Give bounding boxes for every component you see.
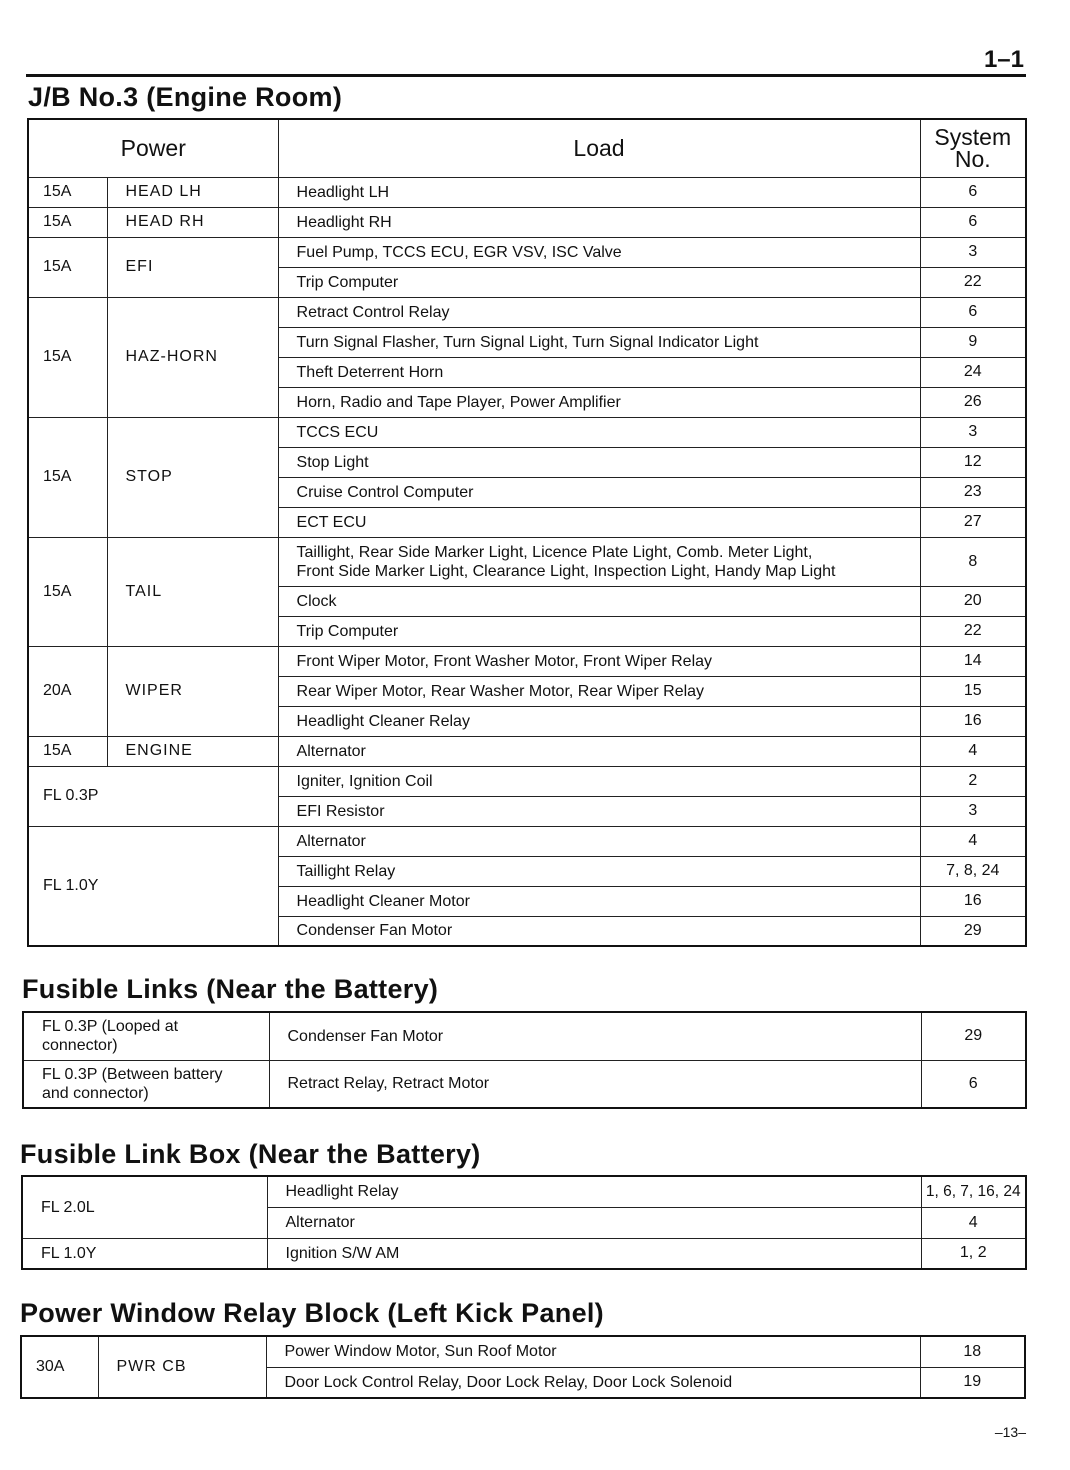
- system-cell: 20: [920, 586, 1026, 616]
- system-cell: 3: [920, 237, 1026, 267]
- system-cell: 7, 8, 24: [920, 856, 1026, 886]
- load-cell: Rear Wiper Motor, Rear Washer Motor, Rear Wiper Relay: [278, 676, 920, 706]
- load-cell: Headlight LH: [278, 177, 920, 207]
- system-cell: 22: [920, 616, 1026, 646]
- circuit-cell: WIPER: [107, 646, 278, 736]
- load-cell: Headlight Cleaner Relay: [278, 706, 920, 736]
- power-cell: FL 1.0Y: [22, 1238, 267, 1269]
- table-row: [22, 1238, 1026, 1269]
- header-rule: [26, 74, 1026, 77]
- circuit-cell: TAIL: [107, 537, 278, 646]
- power-cell: [23, 1060, 269, 1108]
- system-cell: 29: [921, 1012, 1026, 1060]
- load-cell: TCCS ECU: [278, 417, 920, 447]
- system-cell: 1, 6, 7, 16, 24: [921, 1176, 1026, 1207]
- table-row: [23, 1012, 1026, 1060]
- table-row: [28, 207, 1026, 237]
- table-row: [28, 417, 1026, 447]
- load-cell: Ignition S/W AM: [267, 1238, 921, 1269]
- table-row: [21, 1336, 1025, 1367]
- page-number: –13–: [994, 1424, 1026, 1440]
- system-cell: 6: [920, 207, 1026, 237]
- power-line-1: FL 0.3P (Between battery: [42, 1065, 223, 1083]
- power-line-1: FL 0.3P (Looped at: [42, 1018, 179, 1036]
- amperage-cell: 15A: [28, 177, 107, 207]
- amperage-cell: 30A: [21, 1336, 98, 1398]
- amperage-cell: 20A: [28, 646, 107, 736]
- power-window-title: Power Window Relay Block (Left Kick Panel): [20, 1298, 604, 1328]
- amperage-cell: 15A: [28, 297, 107, 417]
- system-cell: 6: [921, 1060, 1026, 1108]
- system-cell: 27: [920, 507, 1026, 537]
- table-row: [28, 766, 1026, 796]
- load-cell: EFI Resistor: [278, 796, 920, 826]
- power-cell: FL 2.0L: [22, 1176, 267, 1238]
- table-row: [28, 826, 1026, 856]
- system-cell: 12: [920, 447, 1026, 477]
- load-cell: Theft Deterrent Horn: [278, 357, 920, 387]
- power-window-table: [20, 1335, 1026, 1399]
- load-cell: Fuel Pump, TCCS ECU, EGR VSV, ISC Valve: [278, 237, 920, 267]
- load-cell: Front Wiper Motor, Front Washer Motor, Front Wiper Relay: [278, 646, 920, 676]
- system-cell: 6: [920, 177, 1026, 207]
- circuit-cell: STOP: [107, 417, 278, 537]
- load-cell: Taillight Relay: [278, 856, 920, 886]
- amperage-cell: 15A: [28, 537, 107, 646]
- load-cell: Door Lock Control Relay, Door Lock Relay, Door Lock Solenoid: [266, 1367, 920, 1398]
- load-cell: Retract Relay, Retract Motor: [269, 1060, 921, 1108]
- system-cell: 16: [920, 706, 1026, 736]
- load-cell: Cruise Control Computer: [278, 477, 920, 507]
- load-cell: Clock: [278, 586, 920, 616]
- circuit-cell: ENGINE: [107, 736, 278, 766]
- circuit-cell: EFI: [107, 237, 278, 297]
- circuit-cell: HAZ-HORN: [107, 297, 278, 417]
- system-cell: 18: [920, 1336, 1025, 1367]
- load-cell: Turn Signal Flasher, Turn Signal Light, Turn Signal Indicator Light: [278, 327, 920, 357]
- load-cell: Alternator: [267, 1207, 921, 1238]
- amperage-cell: 15A: [28, 207, 107, 237]
- fusible-link-box-title: Fusible Link Box (Near the Battery): [20, 1139, 481, 1169]
- load-cell: Alternator: [278, 826, 920, 856]
- system-cell: 3: [920, 417, 1026, 447]
- load-cell: Stop Light: [278, 447, 920, 477]
- header-power: Power: [28, 119, 278, 177]
- system-cell: 1, 2: [921, 1238, 1026, 1269]
- amperage-cell: 15A: [28, 237, 107, 297]
- load-cell: Headlight Cleaner Motor: [278, 886, 920, 916]
- system-cell: 16: [920, 886, 1026, 916]
- table-row: [28, 646, 1026, 676]
- system-cell: 19: [920, 1367, 1025, 1398]
- load-cell: ECT ECU: [278, 507, 920, 537]
- amperage-cell: 15A: [28, 736, 107, 766]
- load-cell: Headlight RH: [278, 207, 920, 237]
- system-cell: 6: [920, 297, 1026, 327]
- system-cell: 4: [920, 826, 1026, 856]
- fusible-links-table: [22, 1011, 1027, 1109]
- jb3-table: [27, 118, 1027, 947]
- table-row: [22, 1176, 1026, 1207]
- fusible-link-cell: FL 0.3P: [28, 766, 278, 826]
- load-cell: Headlight Relay: [267, 1176, 921, 1207]
- fusible-links-title: Fusible Links (Near the Battery): [22, 974, 439, 1004]
- jb3-title: J/B No.3 (Engine Room): [28, 82, 343, 112]
- system-cell: 14: [920, 646, 1026, 676]
- load-cell: Power Window Motor, Sun Roof Motor: [266, 1336, 920, 1367]
- table-row: [28, 736, 1026, 766]
- system-cell: 29: [920, 916, 1026, 946]
- system-cell: 15: [920, 676, 1026, 706]
- system-cell: 2: [920, 766, 1026, 796]
- load-cell: Condenser Fan Motor: [269, 1012, 921, 1060]
- load-cell: Retract Control Relay: [278, 297, 920, 327]
- load-cell: Alternator: [278, 736, 920, 766]
- load-cell: Horn, Radio and Tape Player, Power Amplifier: [278, 387, 920, 417]
- load-cell: Trip Computer: [278, 267, 920, 297]
- system-cell: 26: [920, 387, 1026, 417]
- system-cell: 23: [920, 477, 1026, 507]
- system-cell: 4: [921, 1207, 1026, 1238]
- page-section-number: 1–1: [983, 46, 1024, 73]
- fusible-link-cell: FL 1.0Y: [28, 826, 278, 946]
- system-cell: 8: [920, 537, 1026, 586]
- load-cell: Igniter, Ignition Coil: [278, 766, 920, 796]
- circuit-cell: PWR CB: [98, 1336, 266, 1398]
- power-cell: [23, 1012, 269, 1060]
- load-cell: [278, 537, 920, 586]
- header-system-no: System No.: [920, 119, 1026, 177]
- load-cell: Trip Computer: [278, 616, 920, 646]
- power-line-2: and connector): [42, 1084, 149, 1102]
- circuit-cell: HEAD RH: [107, 207, 278, 237]
- table-row: [28, 537, 1026, 586]
- load-line-1: Taillight, Rear Side Marker Light, Licence Plate Light, Comb. Meter Light,: [296, 543, 813, 561]
- table-row: [28, 177, 1026, 207]
- power-line-2: connector): [42, 1037, 118, 1055]
- table-row: [28, 297, 1026, 327]
- amperage-cell: 15A: [28, 417, 107, 537]
- load-line-2: Front Side Marker Light, Clearance Light, Inspection Light, Handy Map Light: [296, 562, 836, 580]
- circuit-cell: HEAD LH: [107, 177, 278, 207]
- header-load: Load: [278, 119, 920, 177]
- load-cell: Condenser Fan Motor: [278, 916, 920, 946]
- table-row: [23, 1060, 1026, 1108]
- system-cell: 9: [920, 327, 1026, 357]
- system-cell: 24: [920, 357, 1026, 387]
- system-cell: 4: [920, 736, 1026, 766]
- table-row: [28, 237, 1026, 267]
- system-cell: 22: [920, 267, 1026, 297]
- fusible-link-box-table: [21, 1175, 1027, 1270]
- system-cell: 3: [920, 796, 1026, 826]
